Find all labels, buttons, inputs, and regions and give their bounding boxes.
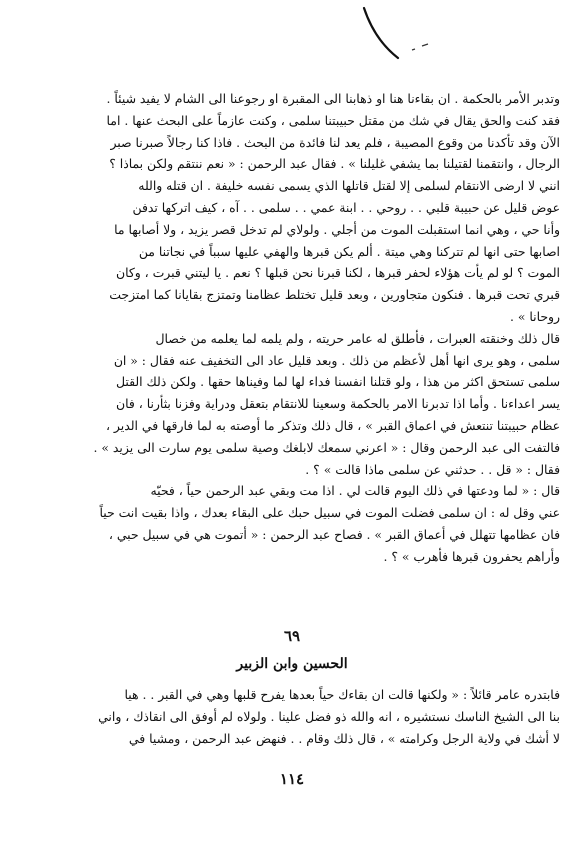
page-number: ١١٤ [279,770,305,788]
text-line: بنا الى الشيخ الناسك نستشيره ، انه والله ذو فضل علينا . ولولاه لم أوفق الى انقاذك ، واني [98,709,560,724]
text-line: فان عظامها تتهلل في أعماق القبر » . فصاح عبد الرحمن : « أتموت هي في سبيل حبي ، [108,526,560,542]
text-line: قال ذلك وخنقته العبرات ، فأطلق له عامر حريته ، ولم يلمه لما يعلمه من خصال [155,330,560,346]
text-line: وأراهم يحفرون قبرها فأهرب » ؟ . [383,548,560,564]
text-line: قبري تحت قبرها . فنكون متجاورين ، وبعد قليل تختلط عظامنا وتمتزج بقايانا كما امتزجت [109,287,560,303]
body-text-upper [60,88,560,568]
text-line: الآن وقد تأكدنا من وقوع المصيبة ، فلم يعد لنا فائدة من البحث . فاذا كنا رجالاً صبرنا صبر [110,134,560,150]
text-line: الرجال ، وانتقمنا لقتيلنا بما يشفي غليلنا » . فقال عبد الرحمن : « نعم ننتقم ولكن بماذا ؟ [109,156,560,172]
text-line: عوض قليل عن حبيبة قلبي . . روحي . . ابنة عمي . . سلمى . . آه ، كيف اتركها تدفن [132,199,560,215]
chapter-number: ٦٩ [283,627,301,645]
text-line: فالتفت الى عبد الرحمن وقال : « اعرني سمعك لابلغك وصية سلمى يوم سارت الى يزيد » . [93,439,560,455]
text-line: فقال : « قل . . حدثني عن سلمى ماذا قالت » ؟ . [305,461,560,477]
text-line: فقد كنت والحق يقال في شك من مقتل حبيبتنا سلمى ، وكنت عازماً على البحث عنها . اما [106,112,560,128]
text-line: لا أشك في ولاية الرجل وكرامته » ، قال ذلك وقام . . فنهض عبد الرحمن ، ومشيا في [128,731,560,746]
text-line: اصابها حتى انها لم تتركنا وهي ميتة . ألم يكن قبرها والهفي عليها سبباً في نجاتنا من [138,243,560,259]
body-text-lower [60,684,560,750]
text-line: سلمى ، وهو يرى انها أهل لأعظم من ذلك . وبعد قليل عاد الى التخفيف عنه فقال : « ان [113,352,560,368]
text-line: فابتدره عامر قائلاً : « ولكنها قالت ان بقاءك حياً بعدها يفرح قلبها وهي في القبر . . هيا [124,687,560,702]
text-line: سلمى تستحق اكثر من هذا ، ولو قتلنا انفسنا فداء لها لما وفيناها حقها . ولكن ذلك القتل [115,374,560,390]
chapter-title: الحسين وابن الزبير [236,656,348,672]
text-line: عني وقل له : ان سلمى فضلت الموت في سبيل حبك على البقاء بعدك ، واذا بقيت انت حياً [99,505,560,521]
text-line: روحانا » . [509,308,560,324]
text-line: وأنا حي ، وهي انما استقبلت الموت من أجلي . ولولاي لم تدخل قصر يزيد ، ولا أصابها ما [114,221,560,237]
text-line: عظام حبيبتنا تنتعش في اعماق القبر » ، قال ذلك وتذكر ما أوصته به لما فارقها في الدير ، [105,417,560,433]
text-line: الموت ؟ لو لم يأت هؤلاء لحفر قبرها ، لكنا قبرنا نحن قبلها ؟ نعم . يا ليتني قبرت ، وكان [115,265,560,281]
text-line: قال : « لما ودعتها في ذلك اليوم قالت لي . اذا مت وبقي عبد الرحمن حياً ، فحيّه [150,483,560,499]
text-line: انني لا ارضى الانتقام لسلمى إلا لقتل قاتلها الذي يسمى نفسه خليفة . ان قتله والله [138,178,560,194]
text-line: يسر اعداءنا . وأما اذا تدبرنا الامر بالحكمة وسعينا للانتقام بتعقل ودراية وفزنا بثأرنا ، فان [116,396,560,412]
scan-mark [340,6,450,66]
text-line: وتدبر الأمر بالحكمة . ان بقاءنا هنا او ذهابنا الى المقبرة او رجوعنا الى الشام لا يفيد شيئاً . [106,91,560,106]
